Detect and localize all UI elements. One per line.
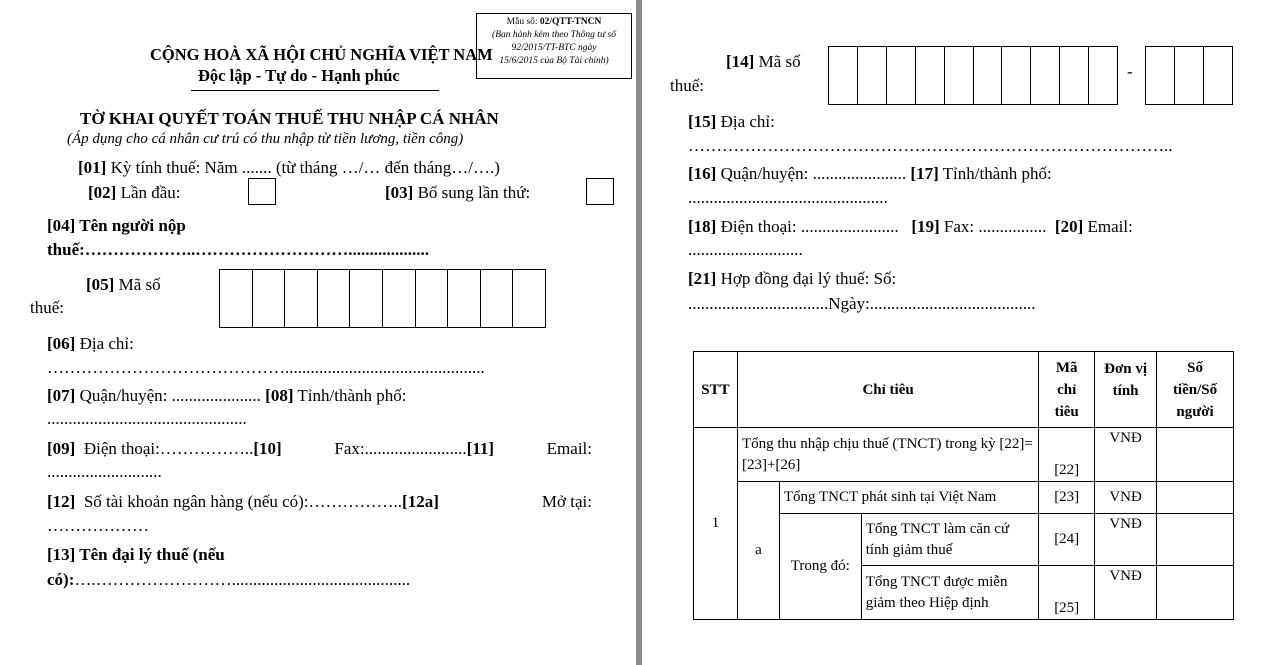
tax-code-digit[interactable]: [252, 270, 285, 327]
field-12-text: Số tài khoản ngân hàng (nếu có):……………..: [83, 492, 403, 511]
field-17-code: [17]: [910, 164, 939, 183]
field-03-supplement: [385, 183, 530, 203]
field-05-code: [05]: [86, 275, 115, 294]
field-16-district[interactable]: [688, 164, 1052, 184]
row-amount-input[interactable]: [1157, 482, 1234, 514]
row-unit: VNĐ: [1095, 482, 1157, 514]
table-header-row: [694, 352, 1234, 428]
field-12-bank-account[interactable]: [47, 492, 439, 512]
header-ma-line3: tiêu: [1054, 403, 1079, 420]
header-ma-line1: Mã: [1055, 359, 1078, 376]
agent-tax-code-digit[interactable]: [973, 47, 1002, 104]
form-page-left: [0, 0, 636, 665]
field-03-text: Bổ sung lần thứ:: [413, 183, 531, 202]
header-don-vi: [1095, 352, 1157, 428]
field-03-code: [03]: [385, 183, 414, 202]
agent-tax-code-digit[interactable]: [857, 47, 886, 104]
agent-tax-code-digit[interactable]: [944, 47, 973, 104]
field-12a-bank-name[interactable]: ………………: [47, 516, 149, 535]
motto-underline: [191, 90, 439, 91]
field-21-contract[interactable]: .................................Ngày:.......................................: [688, 294, 1036, 313]
field-13-dots: ….……………………..........................................: [74, 570, 411, 589]
field-12a-label: Mở tại:: [541, 492, 592, 511]
form-page-right: [642, 0, 1283, 665]
field-05-label: [86, 275, 161, 295]
field-18-text: Điện thoại: .......................: [716, 217, 899, 236]
form-box-line4: 15/6/2015 của Bộ Tài chính): [499, 56, 609, 66]
field-20-text: Email:: [1083, 217, 1133, 236]
tax-table: [693, 351, 1234, 620]
field-02-text: Lần đầu:: [116, 183, 181, 202]
field-14-text: Mã số: [754, 52, 801, 71]
row-unit: VNĐ: [1095, 566, 1157, 620]
tax-code-digit[interactable]: [382, 270, 415, 327]
field-20-code: [20]: [1054, 217, 1084, 236]
national-motto: Độc lập - Tự do - Hạnh phúc: [198, 66, 400, 85]
agent-tax-code-digit[interactable]: [886, 47, 915, 104]
agent-tax-code-digit[interactable]: [1030, 47, 1059, 104]
field-10-fax[interactable]: [334, 439, 494, 459]
field-21-label: [688, 269, 896, 289]
agent-tax-code-suffix-digit[interactable]: [1203, 47, 1232, 104]
field-09-11-row: [47, 439, 592, 459]
field-07-code: [07]: [47, 386, 76, 405]
row-amount-input[interactable]: [1157, 566, 1234, 620]
field-18-code: [18]: [688, 217, 717, 236]
row-label: Tổng thu nhập chịu thuế (TNCT) trong kỳ [22]=[23]+[26]: [737, 428, 1038, 482]
field-19-code: [19]: [911, 217, 940, 236]
header-so-tien: [1157, 352, 1234, 428]
field-10-text: Fax:........................: [334, 439, 467, 458]
field-11-email-label: Email:: [546, 439, 592, 458]
field-04-taxpayer-name[interactable]: thuế:………………..………………………...................: [47, 240, 430, 259]
field-09-text: Điện thoại:……………..: [83, 439, 254, 458]
tax-code-digit[interactable]: [480, 270, 513, 327]
agent-tax-code-suffix-digit[interactable]: [1174, 47, 1203, 104]
field-06-code: [06]: [47, 334, 76, 353]
field-10-code: [10]: [253, 439, 282, 458]
field-17-text: Tỉnh/thành phố:: [938, 164, 1052, 183]
row-code: [22]: [1039, 428, 1095, 482]
header-so-tien-line2: tiền/Số: [1172, 381, 1218, 398]
header-ma-chi-tieu: [1039, 352, 1095, 428]
field-09-code: [09]: [47, 439, 76, 458]
header-ma-line2: chỉ: [1057, 381, 1077, 398]
row-amount-input[interactable]: [1157, 428, 1234, 482]
field-06-address[interactable]: ……………………………………...............................................: [47, 358, 485, 377]
agent-tax-code-digit[interactable]: [1001, 47, 1030, 104]
form-number-prefix: Mẫu số:: [506, 17, 540, 27]
row-unit: VNĐ: [1095, 514, 1157, 566]
field-01-code: [01]: [78, 158, 107, 177]
agent-tax-code-suffix-digit[interactable]: [1146, 47, 1174, 104]
field-06-text: Địa chỉ:: [75, 334, 134, 353]
field-21-code: [21]: [688, 269, 717, 288]
field-13-agent-name[interactable]: [47, 570, 410, 590]
table-row: [694, 482, 1234, 514]
field-08-province[interactable]: ...............................................: [47, 409, 247, 428]
header-don-vi-line1: Đơn vị: [1104, 361, 1148, 377]
form-number-box: [476, 13, 632, 79]
field-18-20-row[interactable]: [688, 217, 1133, 237]
field-15-address[interactable]: …………………………………………………………………………..: [688, 136, 1173, 155]
field-15-text: Địa chỉ:: [716, 112, 775, 131]
field-14-label-line2: thuế:: [670, 76, 704, 95]
field-02-code: [02]: [88, 183, 117, 202]
row-unit: VNĐ: [1095, 428, 1157, 482]
national-title: CỘNG HOÀ XÃ HỘI CHỦ NGHĨA VIỆT NAM: [150, 45, 493, 64]
first-time-checkbox[interactable]: [248, 178, 276, 205]
field-12-code: [12]: [47, 492, 76, 511]
header-don-vi-line2: tính: [1112, 383, 1139, 399]
field-07-district[interactable]: [47, 386, 407, 406]
field-06-label: [47, 334, 134, 354]
stt-cell: 1: [694, 428, 738, 620]
row-code: [25]: [1039, 566, 1095, 620]
field-08-code: [08]: [265, 386, 294, 405]
field-11-email[interactable]: ...........................: [47, 462, 162, 481]
tax-code-digit[interactable]: [447, 270, 480, 327]
tax-code-digit[interactable]: [349, 270, 382, 327]
header-stt: STT: [694, 352, 738, 428]
form-box-line3: 92/2015/TT-BTC ngày: [511, 43, 597, 53]
row-code: [23]: [1039, 482, 1095, 514]
tax-code-digit[interactable]: [284, 270, 317, 327]
header-chi-tieu: Chỉ tiêu: [737, 352, 1038, 428]
field-15-label: [688, 112, 775, 132]
field-12-row: [47, 492, 592, 512]
field-02-first-time: [88, 183, 181, 203]
row-label: Tổng TNCT được miễn giảm theo Hiệp định: [861, 566, 1039, 620]
table-row: [694, 428, 1234, 482]
tax-code-grid[interactable]: [219, 269, 546, 328]
form-title: TỜ KHAI QUYẾT TOÁN THUẾ THU NHẬP CÁ NHÂN: [80, 109, 499, 128]
field-08-text: Tỉnh/thành phố:: [293, 386, 407, 405]
field-14-code: [14]: [726, 52, 755, 71]
tax-code-digit[interactable]: [512, 270, 545, 327]
field-01-tax-period: [78, 158, 500, 178]
sub-a-cell: a: [737, 482, 779, 620]
field-04-label: [04] Tên người nộp: [47, 216, 186, 235]
field-11-code: [11]: [466, 439, 494, 458]
row-code: [24]: [1039, 514, 1095, 566]
form-box-line2: (Ban hành kèm theo Thông tư số: [492, 30, 616, 40]
field-16-text: Quận/huyện: ......................: [716, 164, 907, 183]
field-05-label-line2: thuế:: [30, 298, 64, 317]
form-number-code: 02/QTT-TNCN: [539, 17, 602, 27]
tax-code-digit[interactable]: [317, 270, 350, 327]
field-12a-code: [12a]: [402, 492, 439, 511]
field-17-province[interactable]: ...............................................: [688, 188, 888, 207]
agent-tax-code-digit[interactable]: [1059, 47, 1088, 104]
field-13-label: [13] Tên đại lý thuế (nếu: [47, 545, 225, 564]
field-16-code: [16]: [688, 164, 717, 183]
agent-tax-code-digit[interactable]: [1088, 47, 1117, 104]
tax-code-digit[interactable]: [415, 270, 448, 327]
form-subtitle: (Áp dụng cho cá nhân cư trú có thu nhập từ tiền lương, tiền công): [67, 131, 464, 147]
header-so-tien-line3: người: [1176, 403, 1214, 420]
trong-do-cell: Trong đó:: [779, 514, 861, 620]
agent-tax-code-digit[interactable]: [829, 47, 857, 104]
field-15-code: [15]: [688, 112, 717, 131]
field-13-label-line2: có):: [47, 570, 75, 589]
tax-code-dash: -: [1127, 62, 1133, 81]
row-amount-input[interactable]: [1157, 514, 1234, 566]
field-09-phone[interactable]: [47, 439, 282, 459]
agent-tax-code-digit[interactable]: [915, 47, 944, 104]
agent-tax-code-grid[interactable]: [828, 46, 1118, 105]
agent-tax-code-suffix-grid[interactable]: [1145, 46, 1233, 105]
supplement-number-box[interactable]: [586, 178, 614, 205]
field-01-text: Kỳ tính thuế: Năm ....... (từ tháng …/… đến tháng…/….): [106, 158, 500, 177]
row-label: Tổng TNCT phát sinh tại Việt Nam: [779, 482, 1038, 514]
field-14-label: [726, 52, 801, 72]
field-07-text: Quận/huyện: .....................: [75, 386, 261, 405]
tax-code-digit[interactable]: [220, 270, 252, 327]
header-so-tien-line1: Số: [1187, 359, 1203, 376]
field-05-text: Mã số: [114, 275, 161, 294]
field-21-text: Hợp đồng đại lý thuế: Số:: [716, 269, 897, 288]
field-19-text: Fax: ................: [939, 217, 1047, 236]
field-20-email[interactable]: ...........................: [688, 240, 803, 259]
row-label: Tổng TNCT làm căn cứ tính giảm thuế: [861, 514, 1039, 566]
